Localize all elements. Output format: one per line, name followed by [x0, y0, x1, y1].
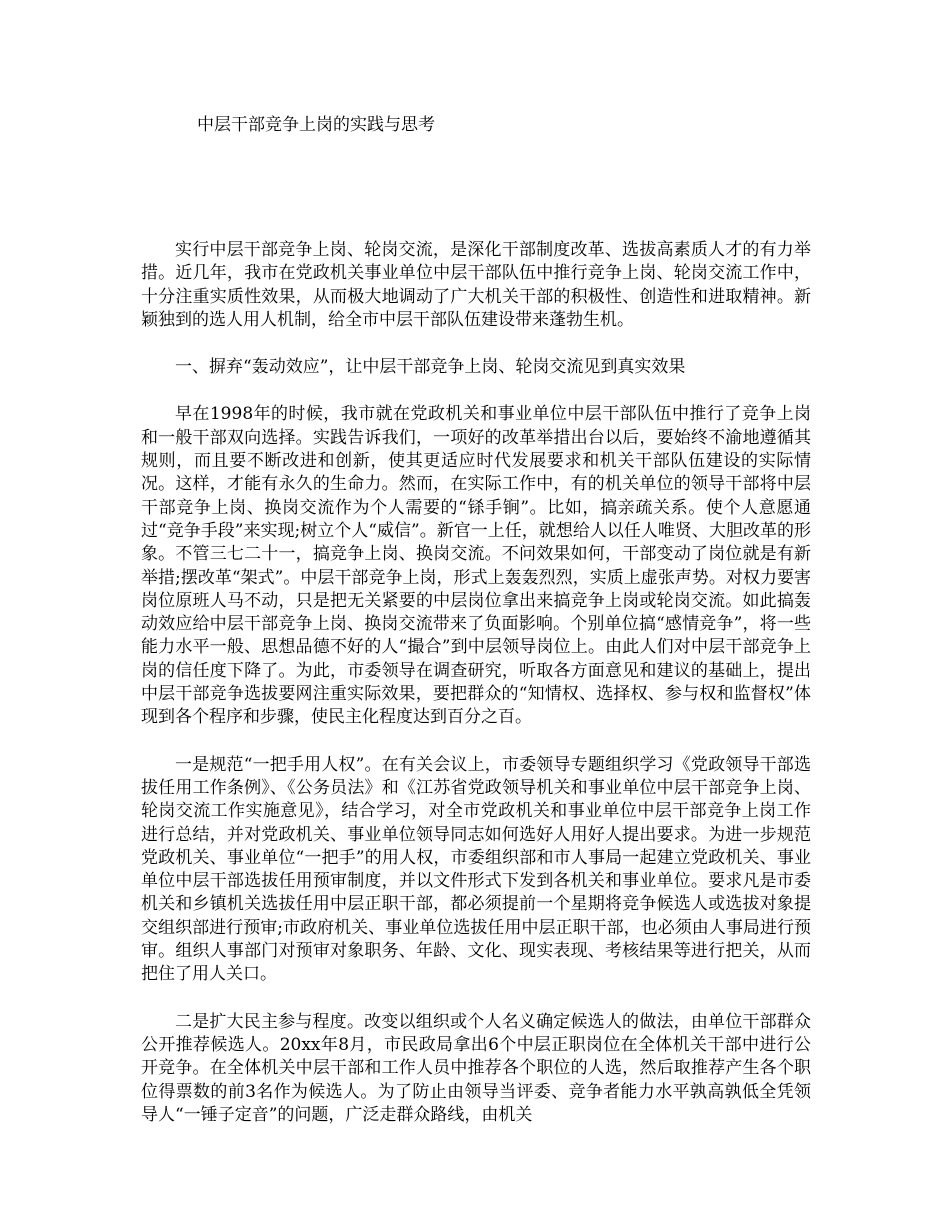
document-title: 中层干部竞争上岗的实践与思考: [197, 115, 435, 135]
section-heading: 一、摒弃“轰动效应”，让中层干部竞争上岗、轮岗交流见到真实效果: [175, 357, 686, 378]
body-paragraph: 二是扩大民主参与程度。改变以组织或个人名义确定候选人的做法，由单位干部群众公开推荐候选人。20xx年8月，市民政局拿出6个中层正职岗位在全体机关干部中进行公开竞争。在全体机关中层干部和工作人员中推荐各个职位的人选，然后取推荐产生各个职位得票数的前3名作为候选人。为了防止由领导当评委、竞争者能力水平孰高孰低全凭领导人“一锤子定音”的问题，广泛走群众路线，由机关: [141, 1011, 811, 1125]
intro-paragraph: 实行中层干部竞争上岗、轮岗交流，是深化干部制度改革、选拔高素质人才的有力举措。近几年，我市在党政机关事业单位中层干部队伍中推行竞争上岗、轮岗交流工作中，十分注重实质性效果，从而极大地调动了广大机关干部的积极性、创造性和进取精神。新颖独到的选人用人机制，给全市中层干部队伍建设带来蓬勃生机。: [141, 240, 811, 330]
document-body: [141, 239, 811, 1151]
body-paragraph: 一是规范“一把手用人权”。在有关会议上，市委领导专题组织学习《党政领导干部选拔任用工作条例》、《公务员法》和《江苏省党政领导机关和事业单位中层干部竞争上岗、轮岗交流工作实施意见》，结合学习，对全市党政机关和事业单位中层干部竞争上岗工作进行总结，并对党政机关、事业单位领导同志如何选好人用好人提出要求。为进一步规范党政机关、事业单位“一把手”的用人权，市委组织部和市人事局一起建立党政机关、事业单位中层干部选拔任用预审制度，并以文件形式下发到各机关和事业单位。要求凡是市委机关和乡镇机关选拔任用中层正职干部，都必须提前一个星期将竞争候选人或选拔对象提交组织部进行预审;市政府机关、事业单位选拔任用中层正职干部，也必须由人事局进行预审。组织人事部门对预审对象职务、年龄、文化、现实表现、考核结果等进行把关，从而把住了用人关口。: [141, 754, 811, 985]
body-paragraph: 早在1998年的时候，我市就在党政机关和事业单位中层干部队伍中推行了竞争上岗和一般干部双向选择。实践告诉我们，一项好的改革举措出台以后，要始终不渝地遵循其规则，而且要不断改进和创新，使其更适应时代发展要求和机关干部队伍建设的实际情况。这样，才能有永久的生命力。然而，在实际工作中，有的机关单位的领导干部将中层干部竞争上岗、换岗交流作为个人需要的“铩手锏”。比如，搞亲疏关系。使个人意愿通过“竞争手段”来实现;树立个人“威信”。新官一上任，就想给人以任人唯贤、大胆改革的形象。不管三七二十一，搞竞争上岗、换岗交流。不问效果如何，干部变动了岗位就是有新举措;摆改革“架式”。中层干部竞争上岗，形式上轰轰烈烈，实质上虚张声势。对权力要害岗位原班人马不动，只是把无关紧要的中层岗位拿出来搞竞争上岗或轮岗交流。如此搞轰动效应给中层干部竞争上岗、换岗交流带来了负面影响。个别单位搞“感情竞争”，将一些能力水平一般、思想品德不好的人“撮合”到中层领导岗位上。由此人们对中层干部竞争上岗的信任度下降了。为此，市委领导在调查研究，听取各方面意见和建议的基础上，提出中层干部竞争选拔要网注重实际效果，要把群众的“知情权、选择权、参与权和监督权”体现到各个程序和步骤，使民主化程度达到百分之百。: [141, 404, 811, 728]
